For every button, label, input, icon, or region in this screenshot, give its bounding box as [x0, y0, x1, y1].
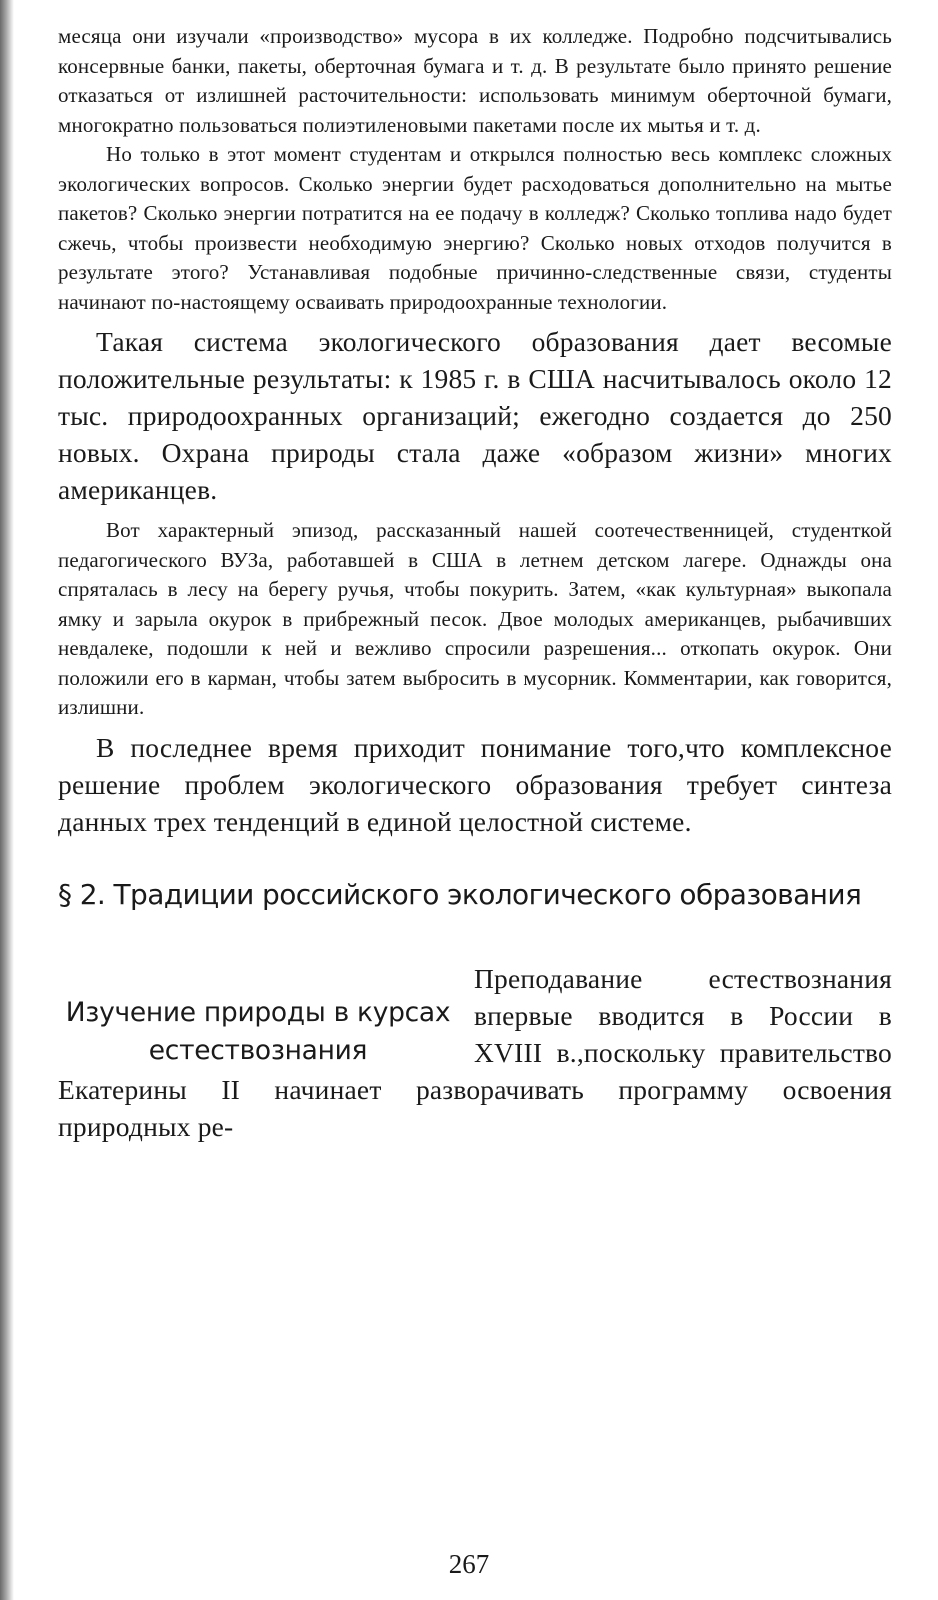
main-text-block-2: [58, 729, 892, 840]
section-heading: § 2. Традиции российского экологического образования: [58, 877, 862, 911]
paragraph-natural-science: Преподавание естествознания впервые вводится в России в XVIII в.,поскольку правительство Екатерины II начинает разворачивать программу освоения природных ре-: [58, 962, 892, 1142]
main-text-block-1: [58, 323, 892, 508]
small-print-episode: [58, 516, 892, 723]
page-number: 267: [448, 1549, 490, 1579]
page-edge-shadow: [0, 0, 14, 1600]
paragraph-episode: Вот характерный эпизод, рассказанный нашей соотечественницей, студенткой педагогического ВУЗа, работавшей в США в летнем детском лагере. Однажды она спряталась в лесу на берегу ручья, чтобы покурить. Затем, «как культурная» выкопала ямку и зарыла окурок в прибрежный песок. Двое молодых американцев, рыбачивших невдалеке, подошли к ней и вежливо спросили разрешения... откопать окурок. Они положили его в карман, чтобы затем выбросить в мусорник. Комментарии, как говорится, излишни.: [58, 518, 892, 719]
paragraph-energy-questions: Но только в этот момент студентам и открылся полностью весь комплекс сложных экологических вопросов. Сколько энергии будет расходоваться дополнительно на мытье пакетов? Сколько энергии потратится на ее подачу в колледж? Сколько топлива надо будет сжечь, чтобы произвести необходимую энергию? Сколько новых отходов получится в результате этого? Устанавливая подобные причинно-следственные связи, студенты начинают по-настоящему осваивать природоохранные технологии.: [58, 142, 892, 314]
paragraph-synthesis: В последнее время приходит понимание того,что комплексное решение проблем экологического образования требует синтеза данных трех тенденций в единой целостной системе.: [58, 731, 892, 837]
paragraph-garbage-study: месяца они изучали «производство» мусора в их колледже. Подробно подсчитывались консервные банки, пакеты, оберточная бумага и т. д. В результате было принято решение отказаться от излишней расточительности: использовать минимум оберточной бумаги, многократно пользоваться полиэтиленовыми пакетами после их мытья и т. д.: [58, 24, 892, 137]
book-page: [58, 22, 892, 1145]
paragraph-results: Такая система экологического образования дает весомые положительные результаты: к 1985 г. в США насчитывалось около 12 тыс. природоохранных организаций; ежегодно создается до 250 новых. Охрана природы стала даже «образом жизни» многих американцев.: [58, 326, 892, 505]
side-heading: Изучение природы в курсах естествознания: [65, 996, 451, 1066]
small-print-block: [58, 22, 892, 317]
subsection-natural-science: [58, 960, 892, 1145]
